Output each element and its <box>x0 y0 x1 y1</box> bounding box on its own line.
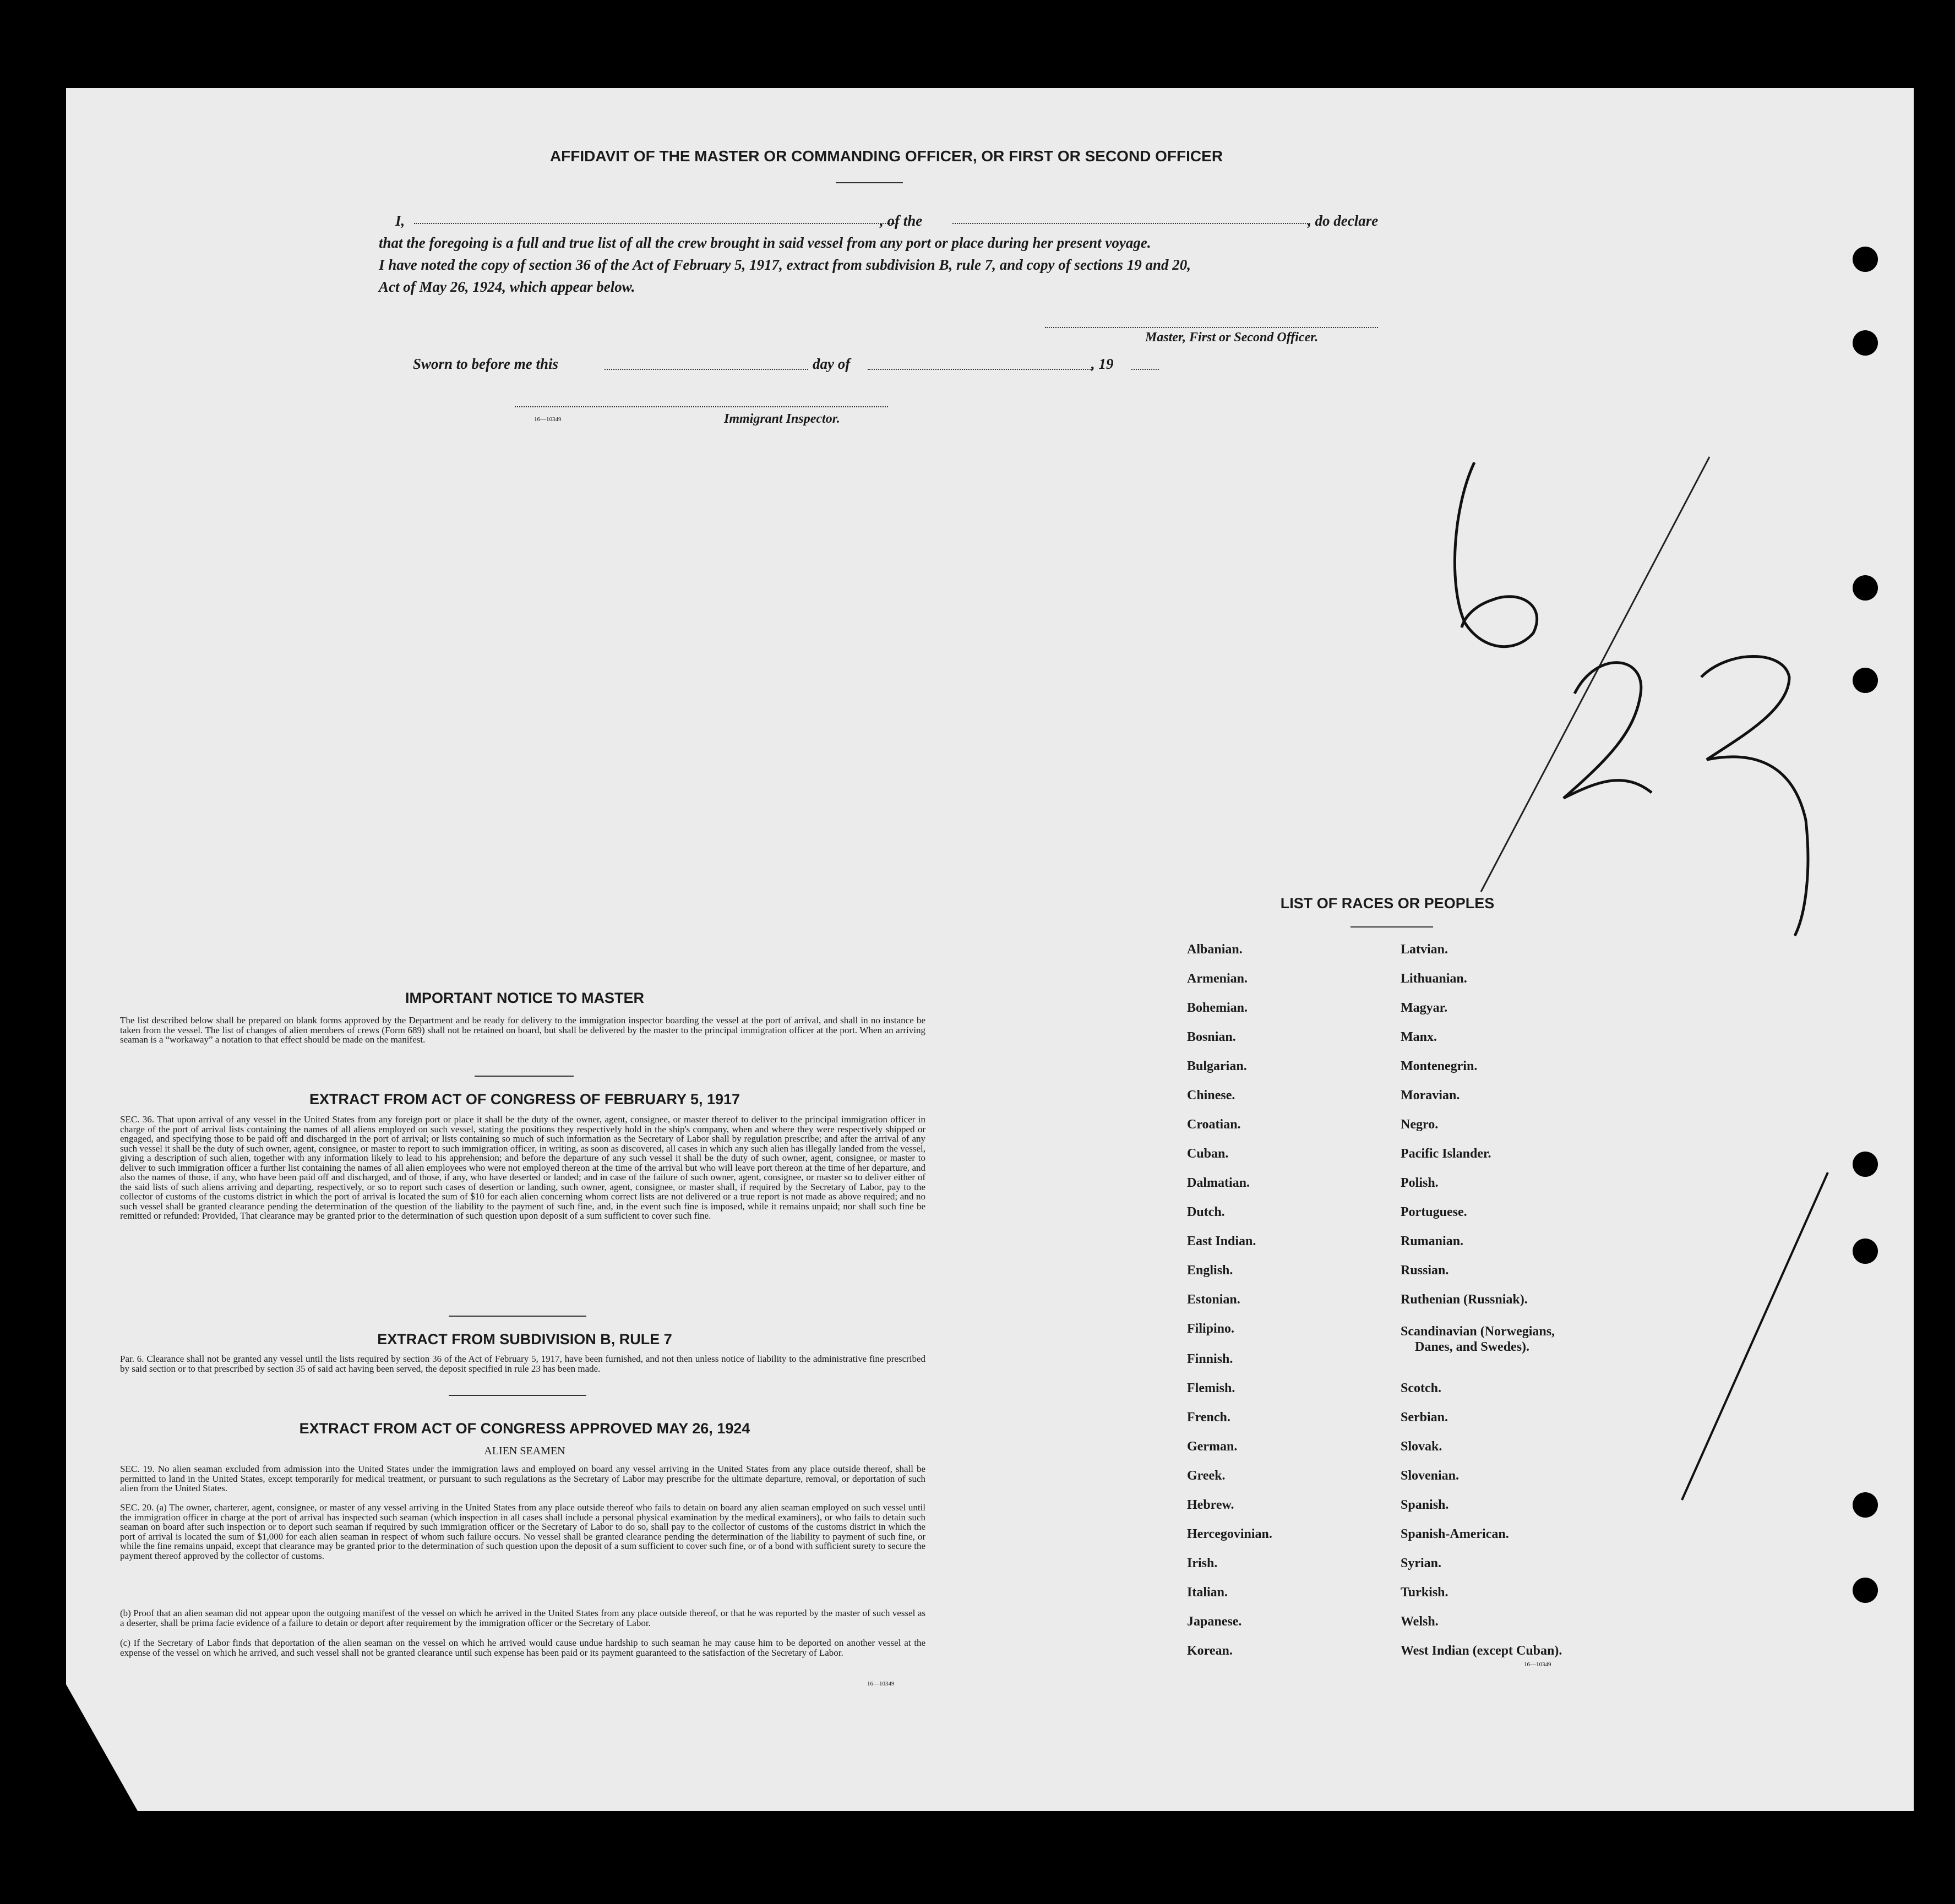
inspector-label: Immigrant Inspector. <box>724 412 840 426</box>
race-item: Bosnian. <box>1187 1030 1236 1044</box>
race-item: Flemish. <box>1187 1381 1235 1395</box>
sec19-text: SEC. 19. No alien seaman excluded from admission into the United States under the immigration laws and employed on board any vessel arriving in the United States from any place outside thereof, shall be permitted to land in the United States, except temporarily for medical treatment, or pursuant to such regulations as the Secretary of Labor may prescribe for the ultimate departure, removal, or deportation of such alien from the United States. <box>120 1464 925 1493</box>
punch-hole <box>1853 575 1878 601</box>
race-item: Latvian. <box>1401 942 1448 957</box>
race-item: Korean. <box>1187 1644 1233 1658</box>
section-divider <box>449 1316 586 1317</box>
affidavit-i: I, <box>395 212 405 229</box>
race-item: Serbian. <box>1401 1410 1448 1425</box>
form-number: 16—10349 <box>867 1681 895 1687</box>
master-signature-blank <box>1045 327 1378 328</box>
race-item: Magyar. <box>1401 1001 1448 1015</box>
race-item: Hercegovinian. <box>1187 1527 1272 1541</box>
title-underline <box>836 182 903 183</box>
day-blank <box>605 369 808 370</box>
race-item: Hebrew. <box>1187 1498 1234 1512</box>
punch-hole <box>1853 1152 1878 1177</box>
notice-title: IMPORTANT NOTICE TO MASTER <box>405 990 644 1006</box>
digit-two <box>1701 657 1808 936</box>
digit-six <box>1455 462 1537 647</box>
race-item: Polish. <box>1401 1176 1439 1190</box>
affidavit-line3: I have noted the copy of section 36 of the Act of February 5, 1917, extract from subdivision B, rule 7, and copy of sections 19 and 20, <box>379 257 1191 273</box>
race-item: German. <box>1187 1439 1238 1454</box>
affidavit-declare: , do declare <box>1308 212 1379 229</box>
race-item: Negro. <box>1401 1117 1439 1132</box>
race-item: Estonian. <box>1187 1292 1240 1307</box>
race-item: Moravian. <box>1401 1088 1460 1103</box>
sec20b-text: (b) Proof that an alien seaman did not appear upon the outgoing manifest of the vessel on which he arrived in the United States from any place outside thereof, or that he was reported by the master of such vessel as a deserter, shall be prima facie evidence of a failure to detain or deport after requirement by the immigration officer or the Secretary of Labor. <box>120 1608 925 1628</box>
race-item: Greek. <box>1187 1469 1226 1483</box>
punch-hole <box>1853 1578 1878 1603</box>
races-title: LIST OF RACES OR PEOPLES <box>1280 895 1495 912</box>
sec20c-text: (c) If the Secretary of Labor finds that deportation of the alien seaman on the vessel on which he arrived would cause undue hardship to such seaman he may cause him to be deported on another vessel at the expense of the vessel on which he arrived, and such vessel shall not be granted clearance until such expense has been paid or its payment guaranteed to the satisfaction of the Secretary of Labor. <box>120 1638 925 1658</box>
form-number: 16—10349 <box>1524 1661 1551 1668</box>
race-item: Spanish. <box>1401 1498 1449 1512</box>
punch-hole <box>1853 1239 1878 1264</box>
affidavit-of-the: , of the <box>880 212 923 229</box>
race-item: Italian. <box>1187 1585 1228 1600</box>
race-item: Slovenian. <box>1401 1469 1460 1483</box>
race-item: West Indian (except Cuban). <box>1401 1644 1562 1658</box>
affidavit-line2: that the foregoing is a full and true list of all the crew brought in said vessel from any port or place during her present voyage. <box>379 234 1151 251</box>
race-item: Japanese. <box>1187 1614 1242 1629</box>
race-item: Dutch. <box>1187 1205 1225 1219</box>
notice-text: The list described below shall be prepared on blank forms approved by the Department and be ready for delivery to the immigration inspector boarding the vessel at the port of arrival, and shall in no instance be taken from the vessel. The list of changes of alien members of crews (Form 689) shall not be retained on board, but shall be delivered by the master to the principal immigration officer at the port. When an arriving seaman is a “workaway” a notation to that effect should be made on the manifest. <box>120 1015 925 1045</box>
month-blank <box>868 369 1092 370</box>
race-item: Lithuanian. <box>1401 972 1467 986</box>
year-label: , 19 <box>1091 356 1114 372</box>
race-item: Dalmatian. <box>1187 1176 1250 1190</box>
section-divider <box>449 1395 586 1396</box>
race-item: Albanian. <box>1187 942 1243 957</box>
punch-hole <box>1853 1492 1878 1518</box>
name-blank <box>414 223 898 224</box>
race-item: Turkish. <box>1401 1585 1448 1600</box>
sec20a-text: SEC. 20. (a) The owner, charterer, agent, consignee, or master of any vessel arriving in the United States from any place outside thereof who fails to detain on board any alien seaman employed on such vessel until the immigration officer in charge at the port of arrival has inspected such seaman (which inspection in all cases shall include a personal physical examination by the medical examiners), or who fails to detain such seaman on board after such inspection or to deport such seaman if required by such immigration officer or the Secretary of Labor to do so, shall pay to the collector of customs of the customs district in which the port of arrival is located the sum of $1,000 for each alien seaman in respect of whom such failure occurs. No vessel shall be granted clearance pending the determination of the liability to payment of such fine, or while the fine remains unpaid, except that clearance may be granted prior to the determination of such question upon the deposit of a sum sufficient to cover such fine, or of a bond with sufficient surety to secure the payment thereof approved by the collector of customs. <box>120 1502 925 1561</box>
affidavit-title: AFFIDAVIT OF THE MASTER OR COMMANDING OFFICER, OR FIRST OR SECOND OFFICER <box>549 148 1223 165</box>
rule7-title: EXTRACT FROM SUBDIVISION B, RULE 7 <box>377 1331 672 1347</box>
race-item: Spanish-American. <box>1401 1527 1509 1541</box>
race-item: Scandinavian (Norwegians, <box>1401 1324 1555 1339</box>
section-divider <box>475 1076 574 1077</box>
extract-1924-subtitle: ALIEN SEAMEN <box>484 1445 565 1457</box>
race-item: Croatian. <box>1187 1117 1241 1132</box>
race-item: Filipino. <box>1187 1322 1235 1336</box>
year-blank <box>1131 369 1159 370</box>
race-item: Finnish. <box>1187 1352 1233 1366</box>
race-item: Slovak. <box>1401 1439 1442 1454</box>
master-signature-label: Master, First or Second Officer. <box>1145 330 1319 345</box>
extract-1924-title: EXTRACT FROM ACT OF CONGRESS APPROVED MAY 26, 1924 <box>299 1420 750 1437</box>
race-item: Pacific Islander. <box>1401 1147 1491 1161</box>
race-item: Danes, and Swedes). <box>1415 1340 1530 1354</box>
race-item: Scotch. <box>1401 1381 1441 1395</box>
form-number: 16—10349 <box>534 416 562 423</box>
race-item: Manx. <box>1401 1030 1437 1044</box>
race-item: Chinese. <box>1187 1088 1235 1103</box>
race-item: Bohemian. <box>1187 1001 1248 1015</box>
punch-hole <box>1853 330 1878 356</box>
race-item: French. <box>1187 1410 1230 1425</box>
race-item: Montenegrin. <box>1401 1059 1478 1073</box>
race-item: Syrian. <box>1401 1556 1442 1570</box>
race-item: East Indian. <box>1187 1234 1256 1248</box>
race-item: Ruthenian (Russniak). <box>1401 1292 1528 1307</box>
race-item: Irish. <box>1187 1556 1218 1570</box>
rule7-text: Par. 6. Clearance shall not be granted any vessel until the lists required by section 36 of the Act of February 5, 1917, have been furnished, and not then unless notice of liability to the administrative fine prescribed by said section or to that prescribed by section 35 of said act having been served, the deposit specified in rule 23 has been made. <box>120 1354 925 1374</box>
inspector-signature-blank <box>515 406 888 407</box>
extract-1917-text: SEC. 36. That upon arrival of any vessel in the United States from any foreign port or place it shall be the duty of the owner, agent, consignee, or master thereof to deliver to the principal immigration officer in charge of the port of arrival lists containing the names of all aliens employed on such vessel, stating the positions they respectively hold in the ship's company, when and where they were respectively shipped or engaged, and specifying those to be paid off and discharged in the port of arrival; or lists containing so much of such information as the Secretary of Labor shall by regulation prescribe; and after the arrival of any such vessel it shall be the duty of such owner, agent, consignee, or master to report to such immigration officer, in writing, as soon as discovered, all cases in which any such alien has illegally landed from the vessel, giving a description of such alien, together with any information likely to lead to his apprehension; and before the departure of any such vessel it shall be the duty of such owner, agent, consignee, or master to deliver to such immigration officer a further list containing the names of all alien employees who were not employed thereon at the time of the arrival but who will leave port thereon at the time of her departure, and also the names of those, if any, who have been paid off and discharged, and of those, if any, who have deserted or landed; and in case of the failure of such owner, agent, consignee, or master so to deliver either of the said lists of such aliens arriving and departing, respectively, or so to report such cases of desertion or landing, such owner, agent, consignee, or master shall, if required by the Secretary of Labor, pay to the collector of customs of the customs district in which the port of arrival is located the sum of $10 for each alien concerning whom correct lists are not delivered or a true report is not made as above required; and no such vessel shall be granted clearance pending the determination of the question of the liability to the payment of such fine, and, in the event such fine is imposed, while it remains unpaid; nor shall such fine be remitted or refunded: Provided, That clearance may be granted prior to the determination of such question upon deposit of a sum sufficient to cover such fine. <box>120 1114 925 1221</box>
digit-two <box>1564 663 1652 798</box>
races-underline <box>1350 926 1433 928</box>
punch-hole <box>1853 247 1878 272</box>
sworn-label: Sworn to before me this <box>413 356 559 372</box>
race-item: Rumanian. <box>1401 1234 1464 1248</box>
race-item: Cuban. <box>1187 1147 1229 1161</box>
race-item: English. <box>1187 1263 1233 1278</box>
race-item: Armenian. <box>1187 972 1248 986</box>
vessel-blank <box>952 223 1310 224</box>
punch-hole <box>1853 668 1878 693</box>
race-item: Russian. <box>1401 1263 1449 1278</box>
handwritten-mark <box>1682 1172 1828 1500</box>
extract-1917-title: EXTRACT FROM ACT OF CONGRESS OF FEBRUARY 5, 1917 <box>309 1091 740 1108</box>
race-item: Portuguese. <box>1401 1205 1467 1219</box>
race-item: Welsh. <box>1401 1614 1439 1629</box>
date-slash <box>1481 457 1709 892</box>
affidavit-line4: Act of May 26, 1924, which appear below. <box>379 279 635 295</box>
race-item: Bulgarian. <box>1187 1059 1247 1073</box>
day-of-label: day of <box>813 356 851 372</box>
